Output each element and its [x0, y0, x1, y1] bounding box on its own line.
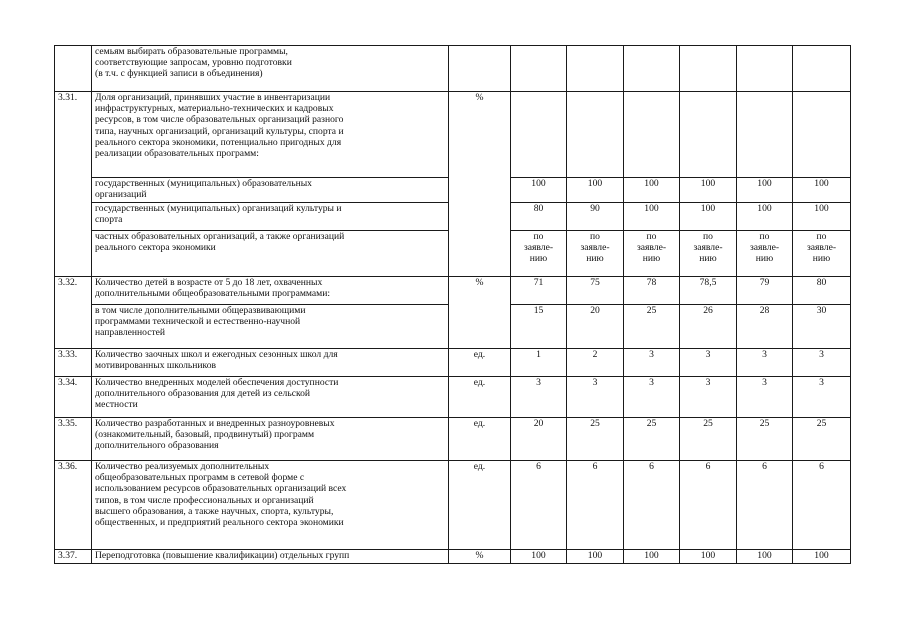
- value-cell: [624, 92, 680, 178]
- value-cell: [511, 92, 567, 178]
- value-cell: 3: [567, 377, 624, 418]
- value-cell: 100: [680, 178, 737, 203]
- value-cell: 100: [737, 550, 793, 564]
- row-number: 3.32.: [55, 277, 92, 349]
- document-page: [54, 45, 851, 564]
- value-cell: 25: [624, 418, 680, 461]
- value-cell: 79: [737, 277, 793, 305]
- row-text: Доля организаций, принявших участие в инвентаризации инфраструктурных, материально-технических и кадровых ресурсов, в том числе образовательных организаций разного типа, научных организаций, организаций культуры, спорта и реального сектора экономики, потенциально пригодных для реализации образовательных программ:: [92, 92, 449, 178]
- row-text: Количество реализуемых дополнительных общеобразовательных программ в сетевой форме с использованием ресурсов образовательных организаций всех типов, в том числе профессиональных и организаций высшего образования, а также научных, спорта, культуры, общественных, и предприятий реального сектора экономики: [92, 461, 449, 550]
- value-cell: 3: [793, 377, 851, 418]
- row-text: государственных (муниципальных) образовательных организаций: [92, 178, 449, 203]
- row-unit: ед.: [449, 418, 511, 461]
- row-number: 3.34.: [55, 377, 92, 418]
- value-cell: 25: [567, 418, 624, 461]
- value-cell: 26: [680, 305, 737, 349]
- row-text: Переподготовка (повышение квалификации) отдельных групп: [92, 550, 449, 564]
- value-cell: 30: [793, 305, 851, 349]
- value-cell: [737, 46, 793, 92]
- value-cell: 3: [511, 377, 567, 418]
- row-number: 3.37.: [55, 550, 92, 564]
- row-number: 3.33.: [55, 349, 92, 377]
- value-cell: 6: [567, 461, 624, 550]
- value-cell: 100: [624, 178, 680, 203]
- indicator-table: [54, 45, 851, 564]
- value-cell: по заявле- нию: [737, 231, 793, 277]
- row-unit: ед.: [449, 349, 511, 377]
- value-cell: 78,5: [680, 277, 737, 305]
- value-cell: [567, 46, 624, 92]
- value-cell: 3: [737, 377, 793, 418]
- value-cell: [680, 92, 737, 178]
- value-cell: 71: [511, 277, 567, 305]
- value-cell: 3: [680, 349, 737, 377]
- value-cell: 80: [793, 277, 851, 305]
- row-text: частных образовательных организаций, а также организаций реального сектора экономики: [92, 231, 449, 277]
- value-cell: [511, 46, 567, 92]
- value-cell: 100: [680, 550, 737, 564]
- value-cell: 2: [567, 349, 624, 377]
- value-cell: 100: [511, 178, 567, 203]
- value-cell: 100: [511, 550, 567, 564]
- row-text: Количество внедренных моделей обеспечения доступности дополнительного образования для детей из сельской местности: [92, 377, 449, 418]
- value-cell: 25: [737, 418, 793, 461]
- table-row: [55, 377, 851, 418]
- value-cell: 3: [793, 349, 851, 377]
- row-text: семьям выбирать образовательные программы, соответствующие запросам, уровню подготовки (в т.ч. с функцией записи в объединения): [92, 46, 449, 92]
- value-cell: [567, 92, 624, 178]
- value-cell: 1: [511, 349, 567, 377]
- value-cell: [624, 46, 680, 92]
- value-cell: [793, 92, 851, 178]
- value-cell: 6: [624, 461, 680, 550]
- value-cell: [680, 46, 737, 92]
- value-cell: 20: [511, 418, 567, 461]
- value-cell: по заявле- нию: [793, 231, 851, 277]
- value-cell: 100: [793, 203, 851, 231]
- value-cell: по заявле- нию: [567, 231, 624, 277]
- value-cell: 6: [737, 461, 793, 550]
- value-cell: 28: [737, 305, 793, 349]
- value-cell: 25: [680, 418, 737, 461]
- value-cell: 15: [511, 305, 567, 349]
- row-text: в том числе дополнительными общеразвивающими программами технической и естественно-научной направленностей: [92, 305, 449, 349]
- value-cell: 90: [567, 203, 624, 231]
- table-row: [55, 92, 851, 178]
- table-row: [55, 550, 851, 564]
- value-cell: 100: [624, 203, 680, 231]
- value-cell: 3: [680, 377, 737, 418]
- row-unit: %: [449, 92, 511, 277]
- value-cell: по заявле- нию: [624, 231, 680, 277]
- row-number: [55, 46, 92, 92]
- value-cell: 25: [624, 305, 680, 349]
- value-cell: [737, 92, 793, 178]
- value-cell: 100: [624, 550, 680, 564]
- table-row: [55, 461, 851, 550]
- value-cell: 100: [567, 550, 624, 564]
- row-text: Количество детей в возрасте от 5 до 18 лет, охваченных дополнительными общеобразовательными программами:: [92, 277, 449, 305]
- value-cell: 100: [737, 178, 793, 203]
- table-row: [55, 277, 851, 305]
- row-number: 3.35.: [55, 418, 92, 461]
- row-number: 3.36.: [55, 461, 92, 550]
- value-cell: 25: [793, 418, 851, 461]
- value-cell: 3: [737, 349, 793, 377]
- row-unit: [449, 46, 511, 92]
- value-cell: 100: [567, 178, 624, 203]
- value-cell: 6: [793, 461, 851, 550]
- value-cell: 100: [793, 178, 851, 203]
- value-cell: 100: [680, 203, 737, 231]
- table-row: [55, 418, 851, 461]
- row-unit: ед.: [449, 377, 511, 418]
- value-cell: по заявле- нию: [511, 231, 567, 277]
- value-cell: 6: [680, 461, 737, 550]
- value-cell: 75: [567, 277, 624, 305]
- value-cell: 100: [793, 550, 851, 564]
- value-cell: [793, 46, 851, 92]
- row-unit: %: [449, 550, 511, 564]
- table-row: [55, 46, 851, 92]
- value-cell: 78: [624, 277, 680, 305]
- row-number: 3.31.: [55, 92, 92, 277]
- value-cell: по заявле- нию: [680, 231, 737, 277]
- row-unit: %: [449, 277, 511, 349]
- value-cell: 100: [737, 203, 793, 231]
- row-text: Количество разработанных и внедренных разноуровневых (ознакомительный, базовый, продвинутый) программ дополнительного образования: [92, 418, 449, 461]
- value-cell: 3: [624, 349, 680, 377]
- value-cell: 3: [624, 377, 680, 418]
- value-cell: 80: [511, 203, 567, 231]
- value-cell: 6: [511, 461, 567, 550]
- value-cell: 20: [567, 305, 624, 349]
- table-row: [55, 349, 851, 377]
- row-text: государственных (муниципальных) организаций культуры и спорта: [92, 203, 449, 231]
- row-unit: ед.: [449, 461, 511, 550]
- row-text: Количество заочных школ и ежегодных сезонных школ для мотивированных школьников: [92, 349, 449, 377]
